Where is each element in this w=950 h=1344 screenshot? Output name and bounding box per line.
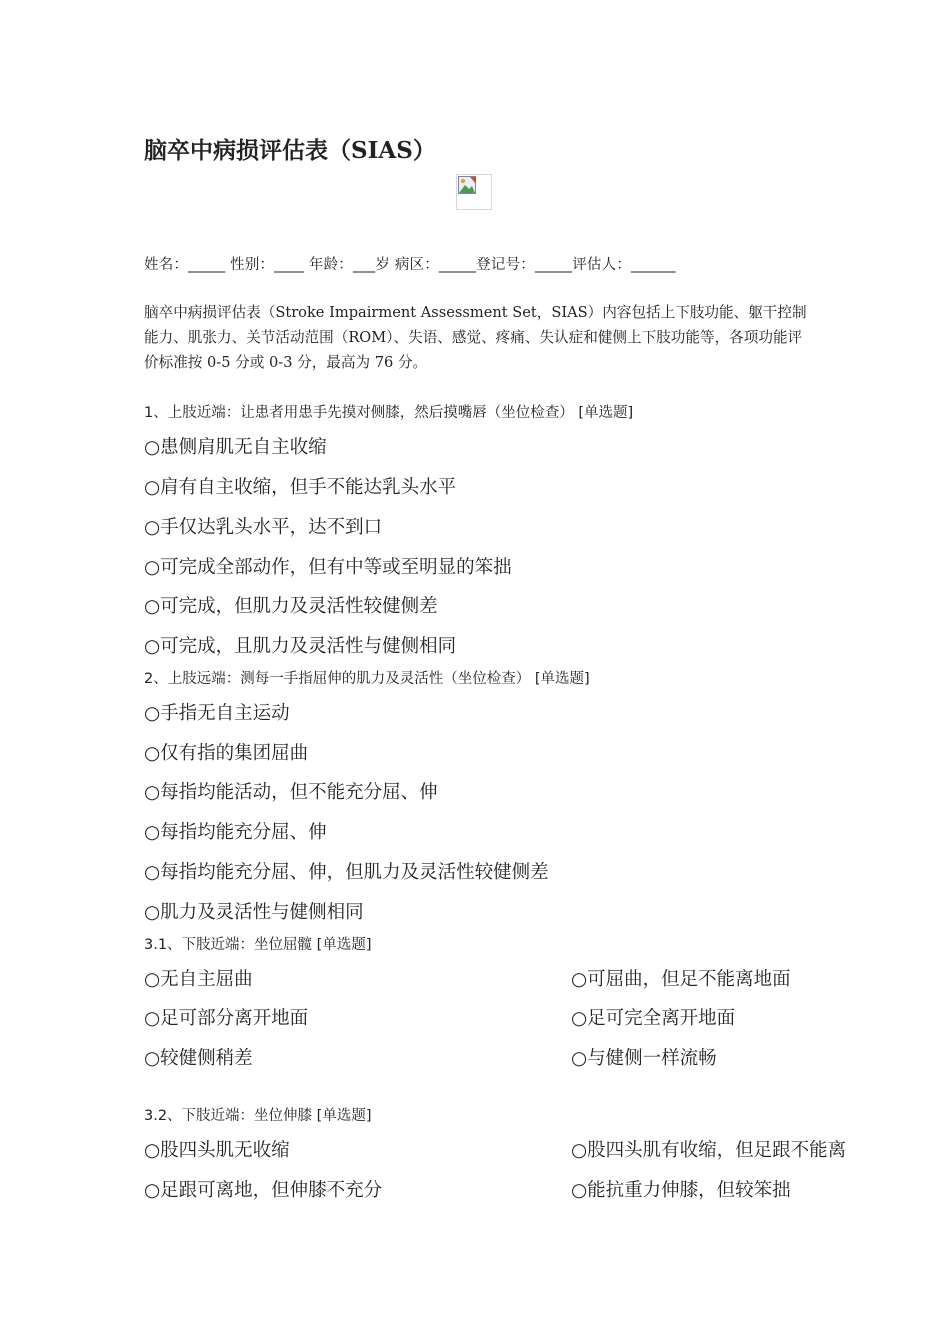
radio-option[interactable]: ○足可完全离开地面 bbox=[571, 1008, 736, 1029]
radio-option[interactable]: ○可完成，但肌力及灵活性较健侧差 bbox=[144, 596, 438, 617]
radio-option[interactable]: ○每指均能充分屈、伸，但肌力及灵活性较健侧差 bbox=[144, 862, 549, 883]
question-title: 2、上肢远端：测每一手指屈伸的肌力及灵活性（坐位检查） [单选题] bbox=[144, 671, 590, 687]
patient-info-line: 姓名：_____ 性别：____ 年龄：___岁 病区：_____登记号：_____评估人：______ bbox=[144, 257, 676, 273]
radio-option[interactable]: ○股四头肌无收缩 bbox=[144, 1140, 290, 1161]
radio-option[interactable]: ○患侧肩肌无自主收缩 bbox=[144, 437, 327, 458]
radio-option[interactable]: ○可完成，且肌力及灵活性与健侧相同 bbox=[144, 636, 457, 657]
intro-paragraph: 脑卒中病损评估表（Stroke Impairment Assessment Set，SIAS）内容包括上下肢功能、躯干控制能力、肌张力、关节活动范围（ROM）、失语、感觉、疼痛、失认症和健侧上下肢功能等，各项功能评价标准按 0-5 分或 0-3 分，最高为 76 分。 bbox=[144, 304, 807, 371]
radio-option[interactable]: ○肌力及灵活性与健侧相同 bbox=[144, 902, 364, 923]
question-title: 3.1、下肢近端：坐位屈髋 [单选题] bbox=[144, 937, 372, 953]
radio-option[interactable]: ○手指无自主运动 bbox=[144, 703, 290, 724]
question-title: 1、上肢近端：让患者用患手先摸对侧膝，然后摸嘴唇（坐位检查） [单选题] bbox=[144, 405, 634, 421]
radio-option[interactable]: ○每指均能活动，但不能充分屈、伸 bbox=[144, 782, 438, 803]
broken-image-icon bbox=[456, 174, 492, 210]
radio-option[interactable]: ○较健侧稍差 bbox=[144, 1048, 253, 1069]
radio-option[interactable]: ○手仅达乳头水平，达不到口 bbox=[144, 517, 383, 538]
radio-option[interactable]: ○足可部分离开地面 bbox=[144, 1008, 309, 1029]
question-title: 3.2、下肢近端：坐位伸膝 [单选题] bbox=[144, 1108, 372, 1124]
radio-option[interactable]: ○与健侧一样流畅 bbox=[571, 1048, 717, 1069]
document-title: 脑卒中病损评估表（SIAS） bbox=[144, 137, 436, 164]
radio-option[interactable]: ○每指均能充分屈、伸 bbox=[144, 822, 327, 843]
radio-option[interactable]: ○肩有自主收缩，但手不能达乳头水平 bbox=[144, 477, 457, 498]
radio-option[interactable]: ○可完成全部动作，但有中等或至明显的笨拙 bbox=[144, 557, 512, 578]
radio-option[interactable]: ○仅有指的集团屈曲 bbox=[144, 743, 309, 764]
radio-option[interactable]: ○股四头肌有收缩，但足跟不能离 bbox=[571, 1140, 847, 1161]
radio-option[interactable]: ○能抗重力伸膝，但较笨拙 bbox=[571, 1180, 791, 1201]
radio-option[interactable]: ○无自主屈曲 bbox=[144, 969, 253, 990]
radio-option[interactable]: ○可屈曲，但足不能离地面 bbox=[571, 969, 791, 990]
radio-option[interactable]: ○足跟可离地，但伸膝不充分 bbox=[144, 1180, 383, 1201]
